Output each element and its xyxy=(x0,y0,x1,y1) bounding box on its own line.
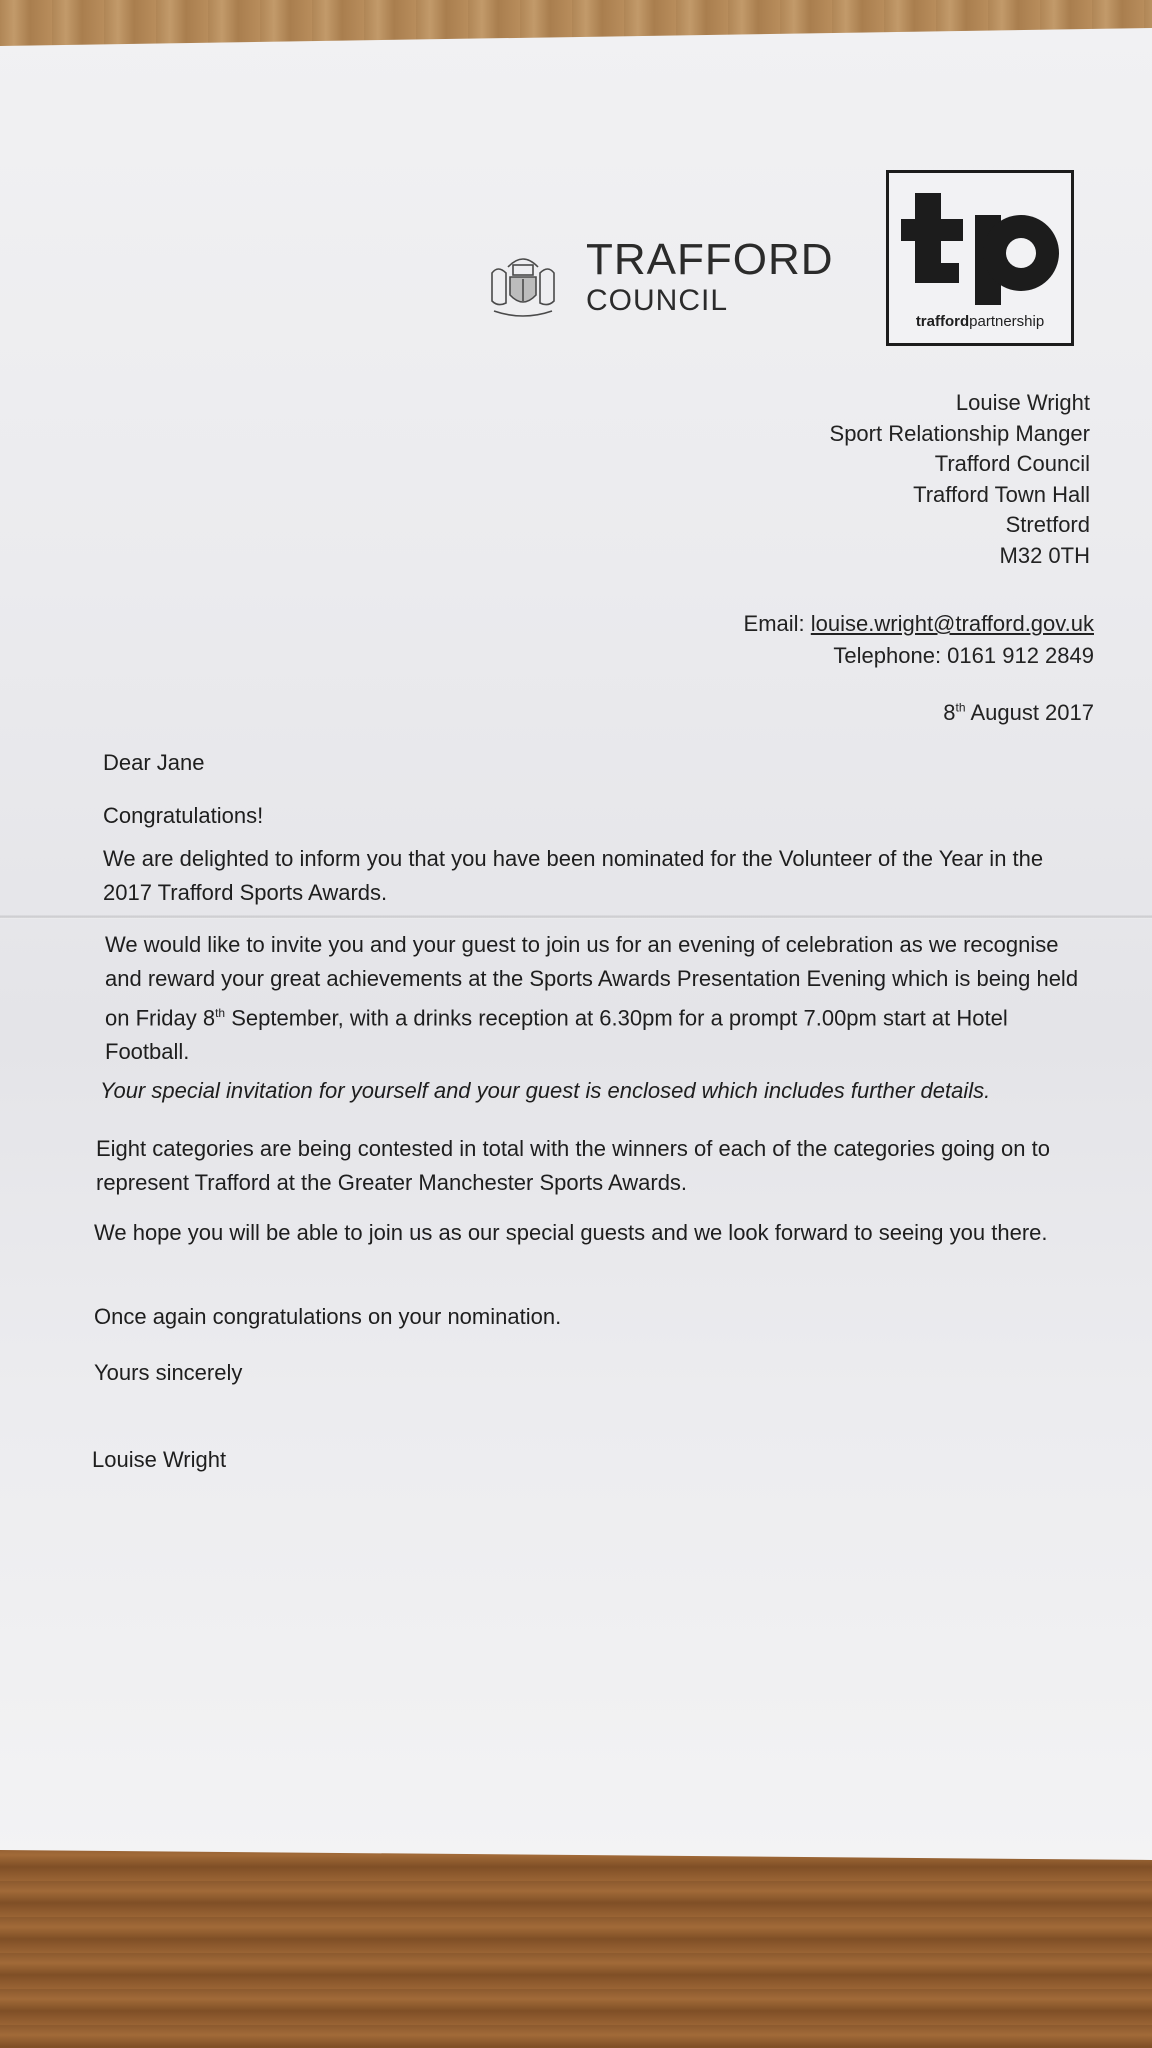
paragraph-enclosed: Your special invitation for yourself and your guest is enclosed which includes further details. xyxy=(100,1078,991,1103)
wooden-table-bottom xyxy=(0,1845,1152,2048)
date-suffix: th xyxy=(955,700,966,715)
council-line1: TRAFFORD xyxy=(586,235,834,284)
letter-date xyxy=(943,700,1094,726)
paragraph-congrats-again: Once again congratulations on your nomination. xyxy=(94,1304,562,1329)
opening-line: Congratulations! xyxy=(103,803,264,828)
salutation: Dear Jane xyxy=(103,750,205,775)
date-day: 8 xyxy=(943,700,956,725)
sender-address-block xyxy=(830,388,1090,571)
trafford-partnership-logo xyxy=(886,170,1074,346)
sender-building: Trafford Town Hall xyxy=(913,481,1090,507)
paragraph-hope: We hope you will be able to join us as our special guests and we look forward to seeing you there. xyxy=(94,1220,1048,1245)
tp-logo-icon xyxy=(897,185,1061,305)
signature-name: Louise Wright xyxy=(92,1447,227,1472)
council-crest-icon xyxy=(480,245,566,325)
email-link[interactable]: louise.wright@trafford.gov.uk xyxy=(810,611,1094,636)
letter-body xyxy=(92,746,1103,1496)
sender-organisation: Trafford Council xyxy=(934,451,1090,476)
date-rest: August 2017 xyxy=(970,700,1094,725)
sender-town: Stretford xyxy=(1005,512,1090,537)
sender-postcode: M32 0TH xyxy=(999,542,1090,568)
invitation-sup: th xyxy=(215,1006,226,1020)
sender-contact-block xyxy=(744,608,1094,672)
closing: Yours sincerely xyxy=(94,1360,243,1385)
sender-title: Sport Relationship Manger xyxy=(829,420,1090,446)
invitation-text-b: September, with a drinks reception at 6.30pm for a prompt 7.00pm start at Hotel Football. xyxy=(105,1005,1008,1065)
trafford-council-wordmark xyxy=(586,235,834,317)
partnership-caption xyxy=(889,313,1071,330)
council-line2: COUNCIL xyxy=(586,284,729,317)
paragraph-nomination: We are delighted to inform you that you have been nominated for the Volunteer of the Year in the 2017 Trafford Sports Awards. xyxy=(103,846,1044,905)
partnership-caption-rest: partnership xyxy=(969,313,1045,330)
partnership-caption-bold: trafford xyxy=(915,313,970,330)
paragraph-invitation xyxy=(105,928,1095,1069)
email-line xyxy=(744,608,1094,640)
paragraph-categories: Eight categories are being contested in total with the winners of each of the categories going on to represent Trafford at the Greater Manchester Sports Awards. xyxy=(96,1136,1050,1195)
email-label: Email: xyxy=(743,611,805,636)
sender-name: Louise Wright xyxy=(955,390,1090,415)
telephone-line: Telephone: 0161 912 2849 xyxy=(833,643,1094,668)
invitation-text-a: We would like to invite you and your guest to join us for an evening of celebration as we recognise and reward your great achievements at the Sports Awards Presentation Evening which is being held on Friday 8 xyxy=(105,932,1079,1031)
